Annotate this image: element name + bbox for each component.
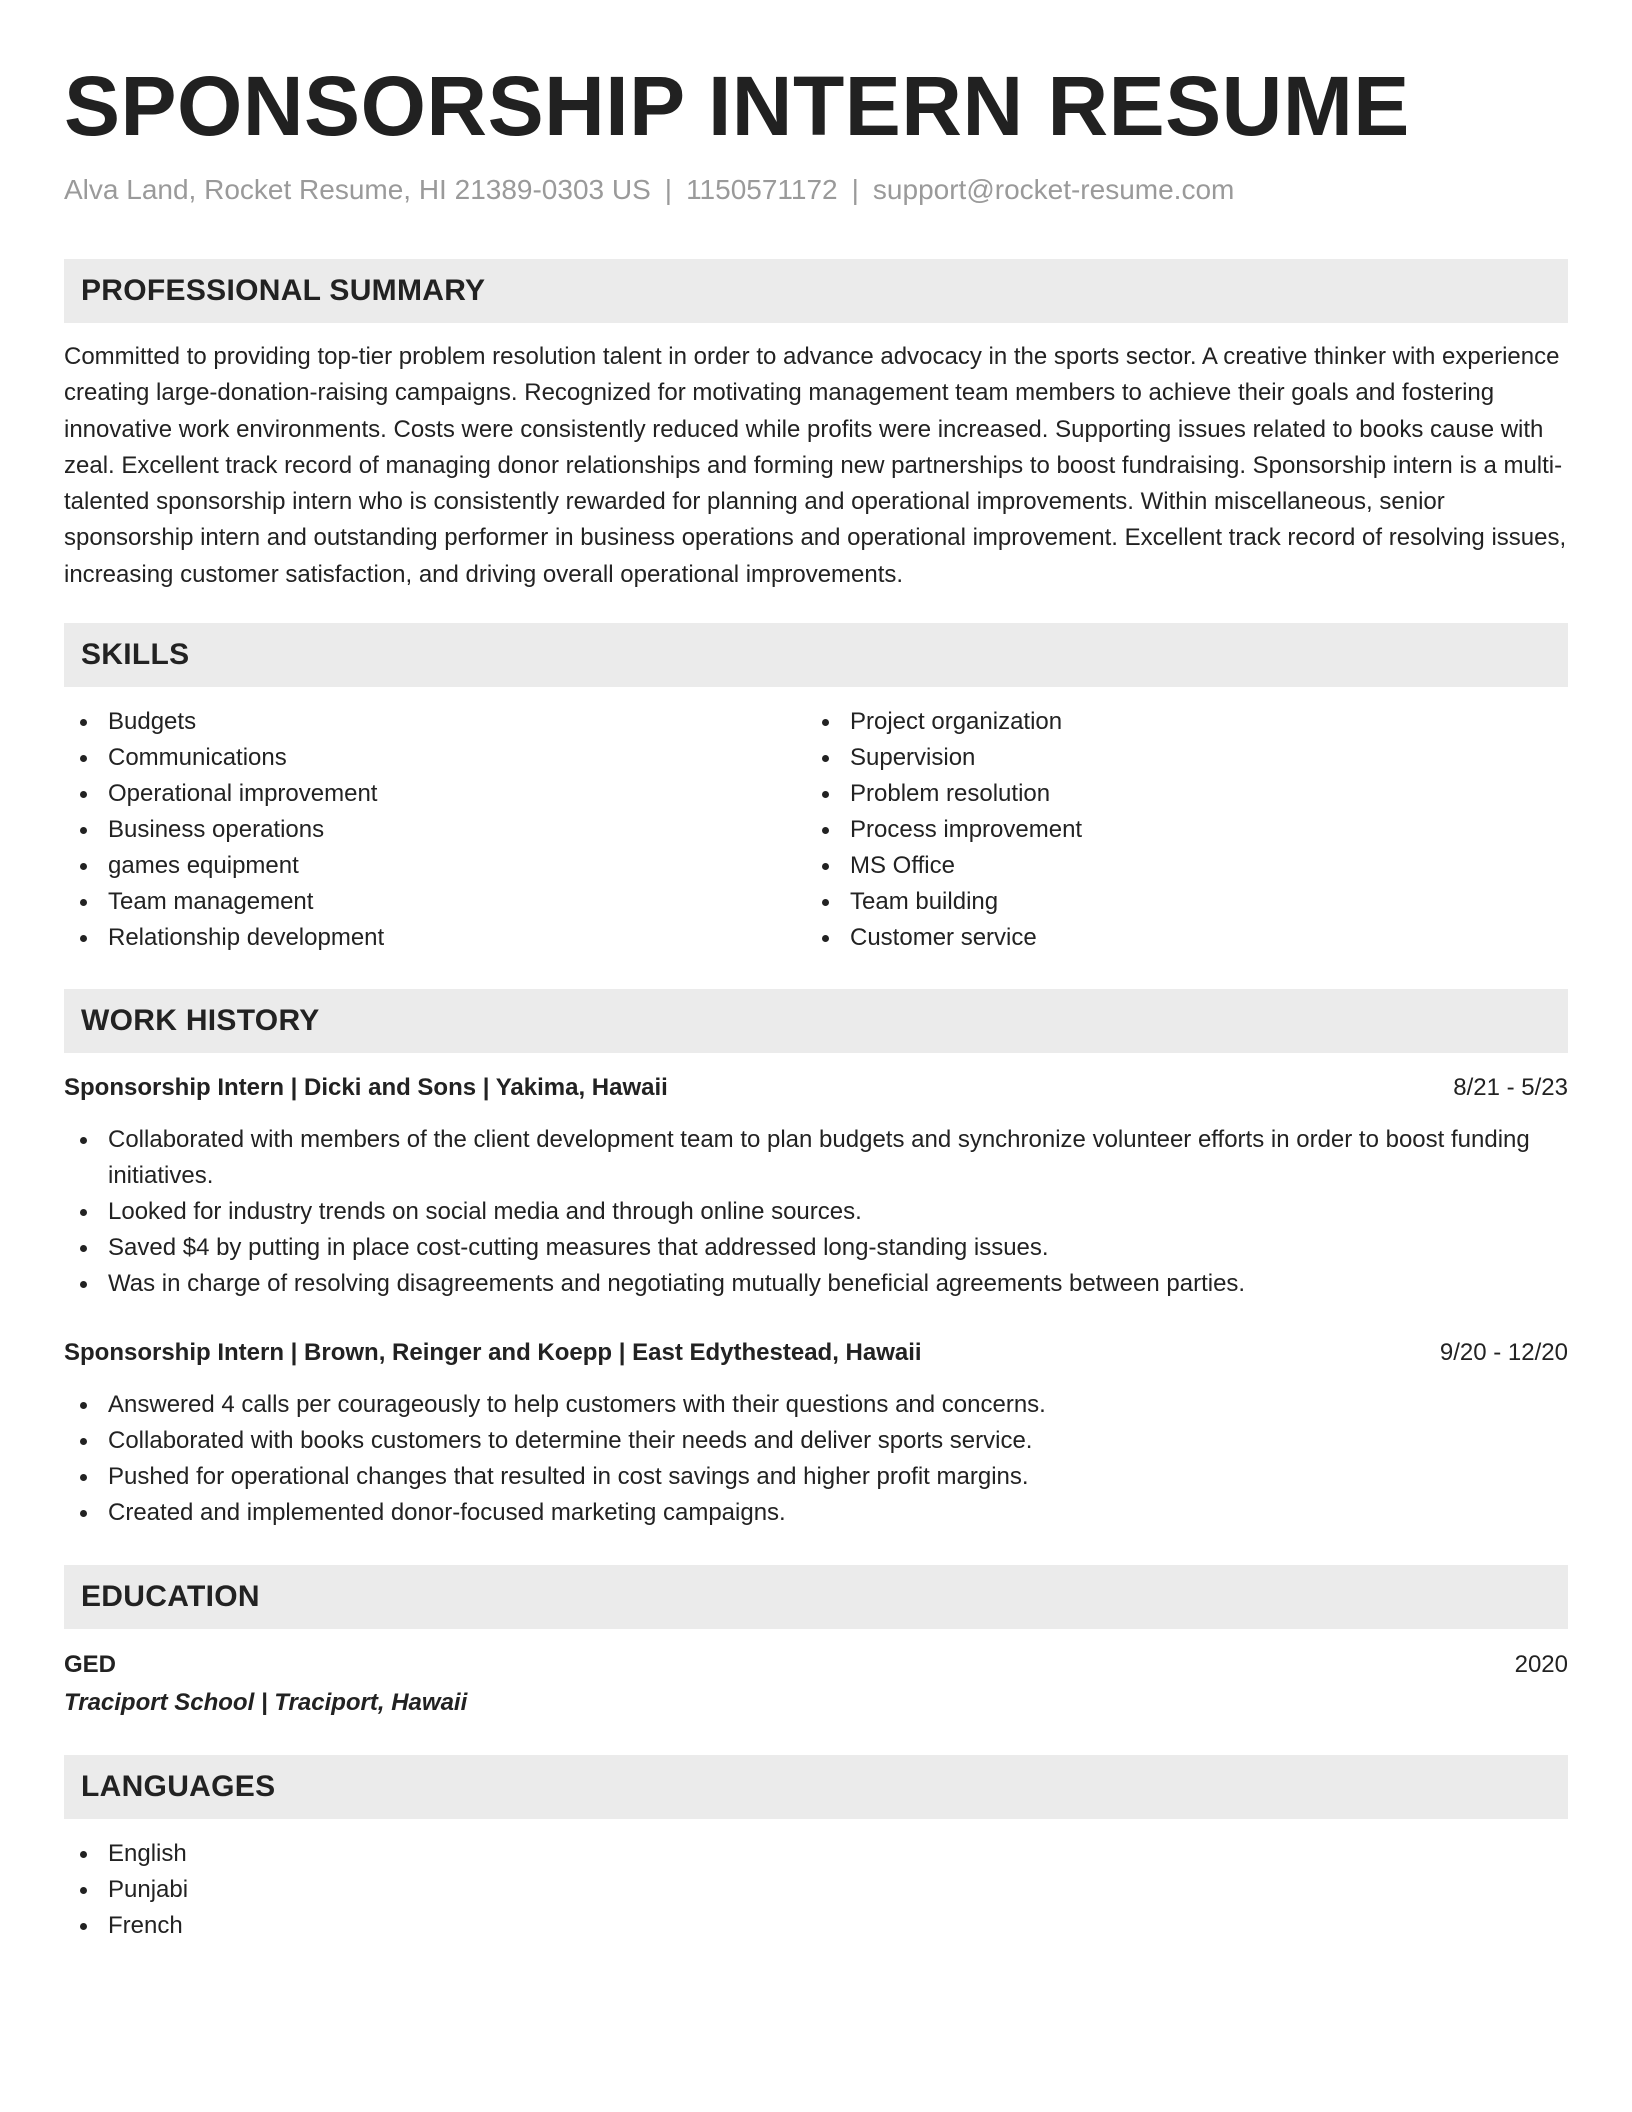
summary-text: Committed to providing top-tier problem resolution talent in order to advance advocacy in the sports sector. A creative thinker with experience creating large-donation-raising campaigns. Recognized for motivating management team members to achieve their goals and fostering innovative work environments. Costs were consistently reduced while profits were increased. Supporting issues related to books cause with zeal. Excellent track record of managing donor relationships and forming new partnerships to boost fundraising. Sponsorship intern is a multi-talented sponsorship intern who is consistently rewarded for planning and operational improvements. Within miscellaneous, senior sponsorship intern and outstanding performer in business operations and operational improvement. Excellent track record of resolving issues, increasing customer satisfaction, and driving overall operational improvements. — [64, 343, 1567, 588]
language-item: Punjabi — [64, 1872, 1568, 1908]
job-entry — [64, 1335, 1568, 1531]
job-entry — [64, 1070, 1568, 1302]
resume-title: SPONSORSHIP INTERN RESUME — [64, 59, 1410, 153]
section-heading-languages: LANGUAGES — [64, 1755, 1568, 1819]
education-degree: GED — [64, 1651, 117, 1679]
skill-item: Customer service — [806, 920, 1548, 956]
contact-separator: | — [851, 174, 859, 205]
skill-item: Business operations — [64, 812, 806, 848]
skill-item: Team building — [806, 884, 1548, 920]
contact-separator: | — [664, 174, 673, 205]
skill-item: Team management — [64, 884, 806, 920]
skill-item: Budgets — [64, 704, 806, 740]
section-heading-education: EDUCATION — [64, 1565, 1568, 1629]
job-dates: 8/21 - 5/23 — [1453, 1074, 1568, 1102]
education-year: 2020 — [1514, 1651, 1568, 1679]
contact-phone: 1150571172 — [686, 174, 838, 205]
skill-item: Communications — [64, 740, 806, 776]
skill-item: Process improvement — [806, 812, 1548, 848]
skill-item: Project organization — [806, 704, 1548, 740]
job-bullet: Answered 4 calls per courageously to help customers with their questions and concerns. — [64, 1387, 1568, 1423]
skill-item: Relationship development — [64, 920, 806, 956]
language-item: English — [64, 1836, 1568, 1872]
contact-email: support@rocket-resume.com — [872, 174, 1235, 205]
job-bullet: Created and implemented donor-focused marketing campaigns. — [64, 1495, 1568, 1531]
job-header — [64, 1335, 1568, 1371]
section-heading-summary: PROFESSIONAL SUMMARY — [64, 259, 1568, 323]
job-bullet: Looked for industry trends on social media and through online sources. — [64, 1194, 1568, 1230]
job-header — [64, 1070, 1568, 1106]
job-bullet: Was in charge of resolving disagreements and negotiating mutually beneficial agreements between parties. — [64, 1266, 1568, 1302]
education-header — [64, 1647, 1568, 1683]
skill-item: MS Office — [806, 848, 1548, 884]
job-bullet: Collaborated with members of the client development team to plan budgets and synchronize volunteer efforts in order to boost funding initiatives. — [64, 1122, 1568, 1194]
contact-address: Alva Land, Rocket Resume, HI 21389-0303 US — [64, 174, 651, 205]
resume-page — [64, 0, 1568, 1944]
job-dates: 9/20 - 12/20 — [1439, 1339, 1568, 1367]
contact-line — [64, 172, 1568, 208]
skills-column-left — [64, 704, 806, 956]
skill-item: games equipment — [64, 848, 806, 884]
job-bullets — [64, 1122, 1568, 1302]
job-title: Sponsorship Intern | Brown, Reinger and Koepp | East Edythestead, Hawaii — [64, 1339, 922, 1367]
job-title: Sponsorship Intern | Dicki and Sons | Yakima, Hawaii — [64, 1074, 668, 1102]
skills-list — [64, 704, 1568, 956]
language-item: French — [64, 1908, 1568, 1944]
job-bullet: Saved $4 by putting in place cost-cutting measures that addressed long-standing issues. — [64, 1230, 1568, 1266]
section-heading-skills: SKILLS — [64, 623, 1568, 687]
skill-item: Supervision — [806, 740, 1548, 776]
education-school: Traciport School | Traciport, Hawaii — [64, 1689, 468, 1717]
job-bullets — [64, 1387, 1568, 1531]
languages-list — [64, 1836, 1568, 1944]
skill-item: Problem resolution — [806, 776, 1548, 812]
section-heading-work-history: WORK HISTORY — [64, 989, 1568, 1053]
job-bullet: Collaborated with books customers to determine their needs and deliver sports service. — [64, 1423, 1568, 1459]
job-bullet: Pushed for operational changes that resulted in cost savings and higher profit margins. — [64, 1459, 1568, 1495]
skills-column-right — [806, 704, 1548, 956]
skill-item: Operational improvement — [64, 776, 806, 812]
